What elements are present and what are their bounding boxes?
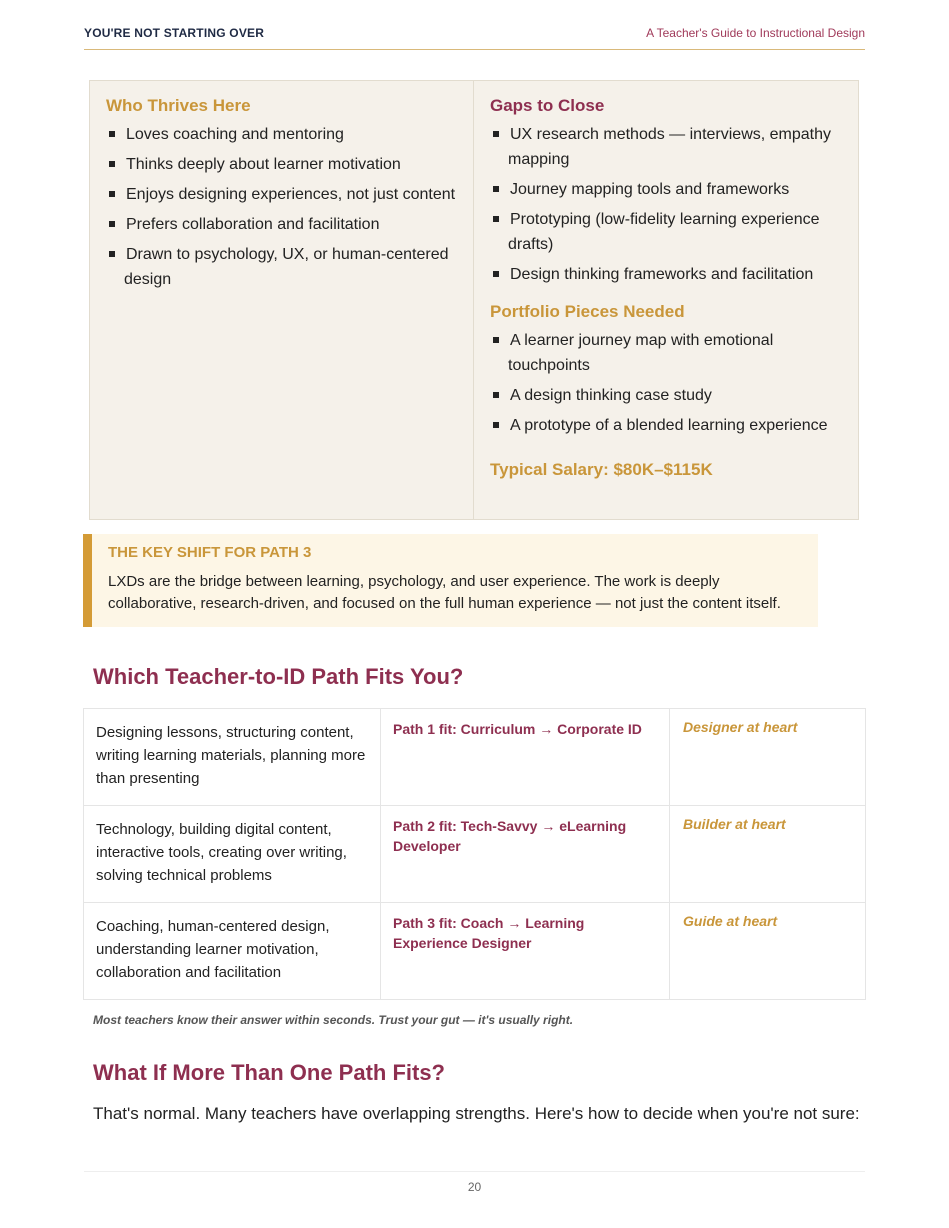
list-item: Journey mapping tools and frameworks (490, 177, 842, 202)
table-row (84, 903, 866, 1000)
callout-body: LXDs are the bridge between learning, psychology, and user experience. The work is deeply collaborative, research-driven, and focused on the full human experience — not just the content itself. (108, 573, 781, 612)
header-subtitle: A Teacher's Guide to Instructional Design (646, 26, 865, 40)
section-body-text: That's normal. Many teachers have overlapping strengths. Here's how to decide when you're not sure: (93, 1104, 860, 1123)
path-fit-table (83, 708, 866, 1000)
key-shift-callout (83, 534, 818, 627)
path-identity: Builder at heart (670, 806, 866, 903)
path-identity: Guide at heart (670, 903, 866, 1000)
running-header (84, 24, 865, 50)
who-thrives-column (90, 81, 474, 519)
list-item: A prototype of a blended learning experience (490, 413, 842, 438)
path-identity: Designer at heart (670, 709, 866, 806)
list-item: Loves coaching and mentoring (106, 122, 457, 147)
list-item: Enjoys designing experiences, not just content (106, 182, 457, 207)
path-description: Designing lessons, structuring content, writing learning materials, planning more than presenting (84, 709, 381, 806)
list-item: Design thinking frameworks and facilitation (490, 262, 842, 287)
who-thrives-list (106, 122, 457, 292)
table-row (84, 709, 866, 806)
footer-rule (84, 1171, 865, 1172)
path-description: Technology, building digital content, interactive tools, creating over writing, solving technical problems (84, 806, 381, 903)
gaps-column (474, 81, 858, 519)
gaps-list (490, 122, 842, 287)
path-fit: Path 2 fit: Tech-Savvy → eLearning Developer (381, 806, 670, 903)
path-fit: Path 1 fit: Curriculum → Corporate ID (381, 709, 670, 806)
section-heading-path-fit: Which Teacher-to-ID Path Fits You? (93, 664, 464, 689)
header-book-title: YOU'RE NOT STARTING OVER (84, 26, 265, 40)
callout-heading: THE KEY SHIFT FOR PATH 3 (108, 544, 312, 561)
path-fit: Path 3 fit: Coach → Learning Experience Designer (381, 903, 670, 1000)
page-number: 20 (467, 1180, 482, 1194)
table-note: Most teachers know their answer within seconds. Trust your gut — it's usually right. (93, 1013, 574, 1027)
table-row (84, 806, 866, 903)
list-item: UX research methods — interviews, empathy mapping (490, 122, 842, 172)
path-description: Coaching, human-centered design, understanding learner motivation, collaboration and facilitation (84, 903, 381, 1000)
list-item: A learner journey map with emotional touchpoints (490, 328, 842, 378)
list-item: Drawn to psychology, UX, or human-centered design (106, 242, 457, 292)
list-item: Prefers collaboration and facilitation (106, 212, 457, 237)
list-item: Thinks deeply about learner motivation (106, 152, 457, 177)
path3-details-panel (89, 80, 859, 520)
list-item: A design thinking case study (490, 383, 842, 408)
portfolio-list (490, 328, 842, 438)
list-item: Prototyping (low-fidelity learning experience drafts) (490, 207, 842, 257)
typical-salary: Typical Salary: $80K–$115K (490, 460, 713, 479)
section-heading-multiple-paths: What If More Than One Path Fits? (93, 1060, 445, 1085)
who-thrives-heading: Who Thrives Here (106, 96, 251, 115)
portfolio-heading: Portfolio Pieces Needed (490, 302, 685, 321)
gaps-heading: Gaps to Close (490, 96, 605, 115)
